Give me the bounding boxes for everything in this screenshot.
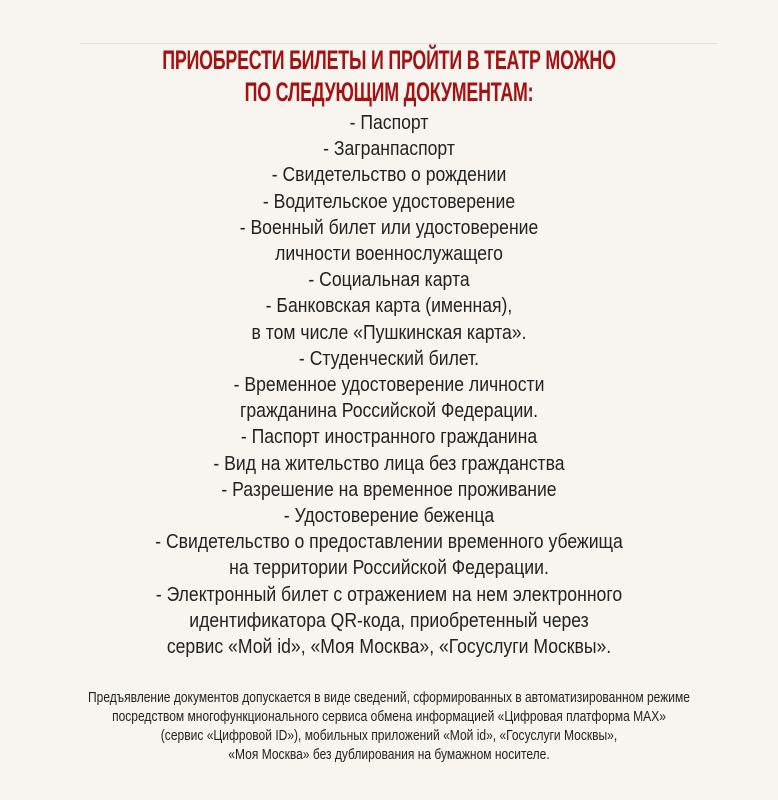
list-item: - Вид на жительство лица без гражданства <box>213 452 565 475</box>
documents-list <box>0 110 778 660</box>
footnote <box>0 689 778 765</box>
footnote-line: «Моя Москва» без дублирования на бумажном носителе. <box>228 747 550 763</box>
footnote-line: (сервис «Цифровой ID»), мобильных приложений «Мой id», «Госуслуги Москвы», <box>160 728 618 744</box>
list-item: - Временное удостоверение личности <box>233 374 545 397</box>
list-item: - Разрешение на временное проживание <box>221 478 557 501</box>
footnote-line: посредством многофункционального сервиса обмена информацией «Цифровая платформа MAX» <box>112 709 666 725</box>
list-item: - Электронный билет с отражением на нем электронного <box>155 583 623 606</box>
page-title <box>0 44 778 108</box>
list-item: - Загранпаспорт <box>323 138 455 161</box>
list-item: - Социальная карта <box>308 269 470 292</box>
list-item: - Свидетельство о рождении <box>271 164 507 187</box>
list-item: личности военнослужащего <box>275 243 503 266</box>
list-item: - Банковская карта (именная), <box>265 295 513 318</box>
list-item: - Паспорт иностранного гражданина <box>240 426 538 449</box>
title-line: ПО СЛЕДУЮЩИМ ДОКУМЕНТАМ: <box>244 77 534 107</box>
list-item: - Свидетельство о предоставлении временного убежища <box>155 531 623 554</box>
list-item: гражданина Российской Федерации. <box>239 400 539 423</box>
list-item: в том числе «Пушкинская карта». <box>251 321 527 344</box>
footnote-line: Предъявление документов допускается в виде сведений, сформированных в автоматизированном режиме <box>88 690 690 706</box>
list-item: - Студенческий билет. <box>298 347 480 370</box>
list-item: на территории Российской Федерации. <box>229 557 549 580</box>
title-line: ПРИОБРЕСТИ БИЛЕТЫ И ПРОЙТИ В ТЕАТР МОЖНО <box>162 45 616 75</box>
list-item: - Паспорт <box>349 112 429 134</box>
list-item: - Водительское удостоверение <box>262 190 516 213</box>
list-item: сервис «Мой id», «Моя Москва», «Госуслуги Москвы». <box>166 636 612 659</box>
list-item: - Военный билет или удостоверение <box>239 216 539 239</box>
list-item: идентификатора QR-кода, приобретенный через <box>189 609 589 632</box>
list-item: - Удостоверение беженца <box>283 505 495 528</box>
